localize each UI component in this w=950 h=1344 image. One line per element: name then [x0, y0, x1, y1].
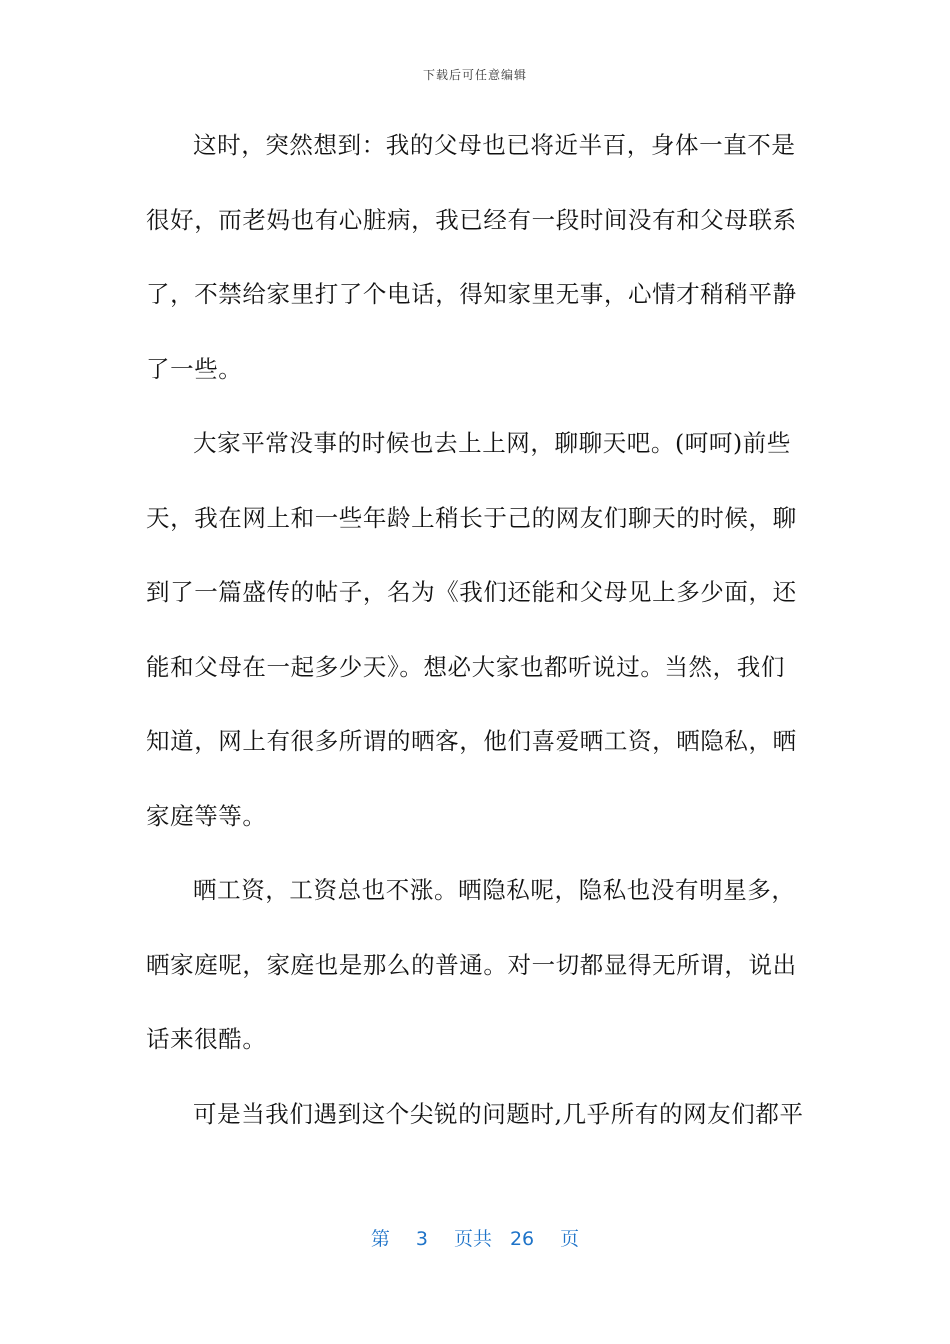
current-page-number: 3 [415, 1228, 428, 1250]
paragraph [146, 416, 806, 863]
paragraph [146, 863, 806, 1087]
paragraph [146, 118, 806, 416]
page-label-suffix: 页 [560, 1228, 580, 1250]
page-label-prefix: 第 [370, 1228, 390, 1250]
text-line: 到了一篇盛传的帖子，名为《我们还能和父母见上多少面，还 [146, 578, 797, 606]
page-number-footer [0, 1224, 950, 1251]
text-line: 能和父母在一起多少天》。想必大家也都听说过。当然，我们 [146, 652, 785, 681]
text-line: 话来很酷。 [146, 1025, 267, 1053]
page-header-note: 下载后可任意编辑 [422, 68, 527, 82]
text-line: 知道，网上有很多所谓的晒客，他们喜爱晒工资，晒隐私，晒 [146, 727, 797, 755]
text-line: 可是当我们遇到这个尖锐的问题时,几乎所有的网友们都平 [193, 1099, 804, 1128]
text-line: 了一些。 [146, 354, 243, 383]
text-line: 了，不禁给家里打了个电话，得知家里无事，心情才稍稍平静 [146, 280, 797, 308]
text-line: 天，我在网上和一些年龄上稍长于己的网友们聊天的时候，聊 [146, 503, 797, 532]
text-line: 这时，突然想到：我的父母也已将近半百，身体一直不是 [193, 131, 796, 159]
page-label-middle: 页共 [453, 1228, 492, 1250]
text-line: 晒家庭呢，家庭也是那么的普通。对一切都显得无所谓，说出 [146, 950, 797, 979]
total-page-count: 26 [509, 1228, 535, 1250]
text-line: 晒工资，工资总也不涨。晒隐私呢，隐私也没有明星多， [193, 876, 796, 904]
text-line: 大家平常没事的时候也去上上网，聊聊天吧。(呵呵)前些 [193, 429, 791, 457]
paragraph [146, 1087, 806, 1162]
text-line: 家庭等等。 [146, 801, 267, 830]
document-body [146, 118, 806, 1161]
text-line: 很好，而老妈也有心脏病，我已经有一段时间没有和父母联系 [146, 205, 797, 234]
